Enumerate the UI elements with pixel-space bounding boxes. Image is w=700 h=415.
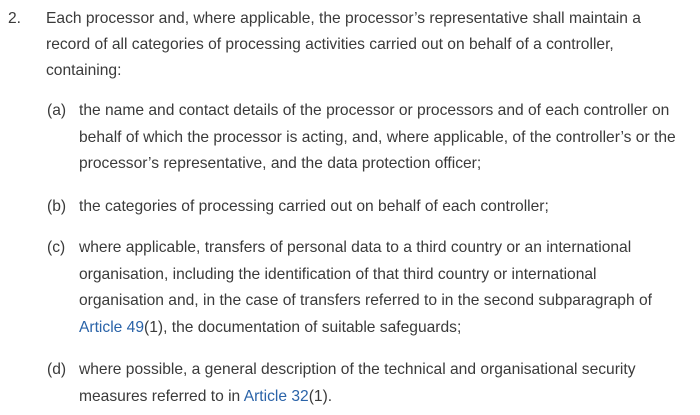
article-49-link[interactable]: Article 49 xyxy=(79,318,145,336)
paragraph-number: 2. xyxy=(8,10,22,27)
item-label: (c) xyxy=(47,239,66,256)
item-line-rest: (1), the documentation of suitable safeguards; xyxy=(144,318,462,336)
item-line: organisation, including the identification of that third country or international xyxy=(79,265,597,283)
item-line: organisation and, in the case of transfers referred to in the second subparagraph of xyxy=(79,292,652,309)
article-32-link[interactable]: Article 32 xyxy=(243,387,309,405)
paragraph-intro xyxy=(46,6,691,84)
paragraph-line: record of all categories of processing activities carried out on behalf of a controller, xyxy=(46,36,614,53)
item-line: the name and contact details of the processor or processors and of each controller on xyxy=(79,102,670,119)
paragraph-line: Each processor and, where applicable, the processor’s representative shall maintain a xyxy=(46,10,641,27)
item-line: where applicable, transfers of personal data to a third country or an international xyxy=(79,239,632,256)
item-line-prefix: measures referred to in xyxy=(79,387,244,405)
item-text xyxy=(79,357,695,410)
item-line: the categories of processing carried out on behalf of each controller; xyxy=(79,198,549,215)
item-line xyxy=(79,384,695,411)
item-label: (d) xyxy=(47,361,67,378)
item-label: (a) xyxy=(47,102,67,119)
item-line-rest: (1). xyxy=(308,387,333,405)
paragraph-line: containing: xyxy=(46,62,122,79)
item-line: where possible, a general description of the technical and organisational security xyxy=(79,361,636,378)
item-text xyxy=(79,235,695,341)
item-line: processor’s representative, and the data protection officer; xyxy=(79,155,482,172)
item-line: behalf of which the processor is acting, and, where applicable, of the controller’s or the xyxy=(79,128,676,146)
item-line xyxy=(79,315,695,342)
item-text xyxy=(79,98,695,178)
item-text xyxy=(79,194,695,221)
item-label: (b) xyxy=(47,198,67,215)
